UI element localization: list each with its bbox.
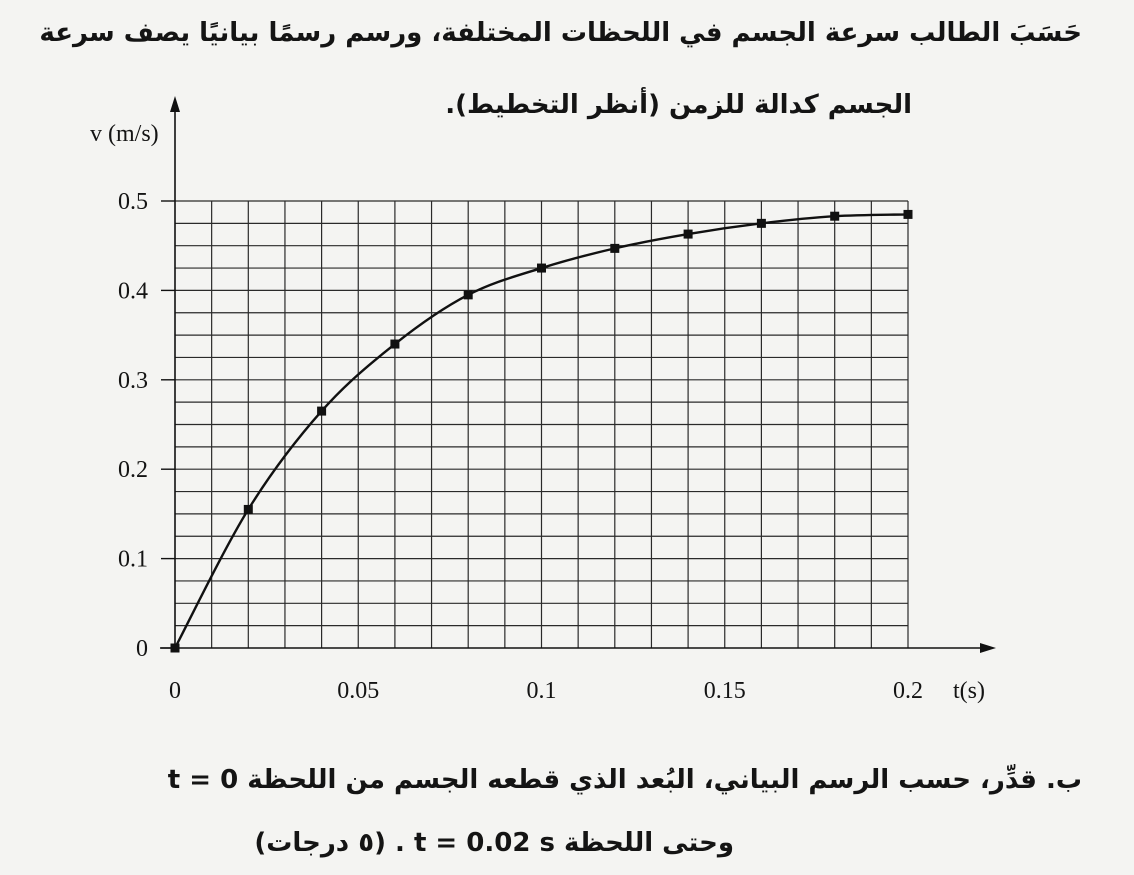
data-point	[830, 212, 839, 221]
data-point	[244, 505, 253, 514]
y-axis-arrow	[170, 96, 180, 112]
data-point	[171, 644, 180, 653]
x-tick-label: 0.1	[526, 678, 557, 704]
y-tick-label: 0.4	[118, 278, 148, 305]
x-tick-label: 0.05	[337, 678, 380, 704]
intro-text-line-1: حَسَبَ الطالب سرعة الجسم في اللحظات المختلفة، ورسم رسمًا بيانيًا يصف سرعة	[39, 18, 1082, 48]
x-tick-label: 0.2	[893, 678, 923, 704]
x-axis-label: t(s)	[953, 678, 985, 704]
data-point	[317, 407, 326, 416]
question-text-line-1: ب. قدِّر، حسب الرسم البياني، البُعد الذي قطعه الجسم من اللحظة t = 0	[167, 765, 1082, 795]
intro-text-line-2: الجسم كدالة للزمن (أنظر التخطيط).	[445, 90, 912, 120]
y-axis-label: v (m/s)	[90, 121, 159, 147]
x-tick-label: 0.15	[703, 678, 746, 704]
data-point	[537, 264, 546, 273]
x-axis-arrow	[980, 643, 996, 653]
data-point	[390, 340, 399, 349]
y-tick-label: 0.5	[118, 189, 148, 215]
y-tick-label: 0	[136, 636, 148, 662]
data-point	[684, 230, 693, 239]
question-text-line-2: وحتى اللحظة t = 0.02 s . (٥ درجات)	[254, 828, 734, 858]
data-point	[757, 219, 766, 228]
y-tick-label: 0.1	[118, 546, 148, 573]
data-point	[610, 244, 619, 253]
data-point	[904, 210, 913, 219]
x-tick-label: 0	[169, 678, 181, 704]
y-tick-label: 0.3	[118, 367, 148, 394]
y-tick-label: 0.2	[118, 457, 148, 484]
data-point	[464, 290, 473, 299]
